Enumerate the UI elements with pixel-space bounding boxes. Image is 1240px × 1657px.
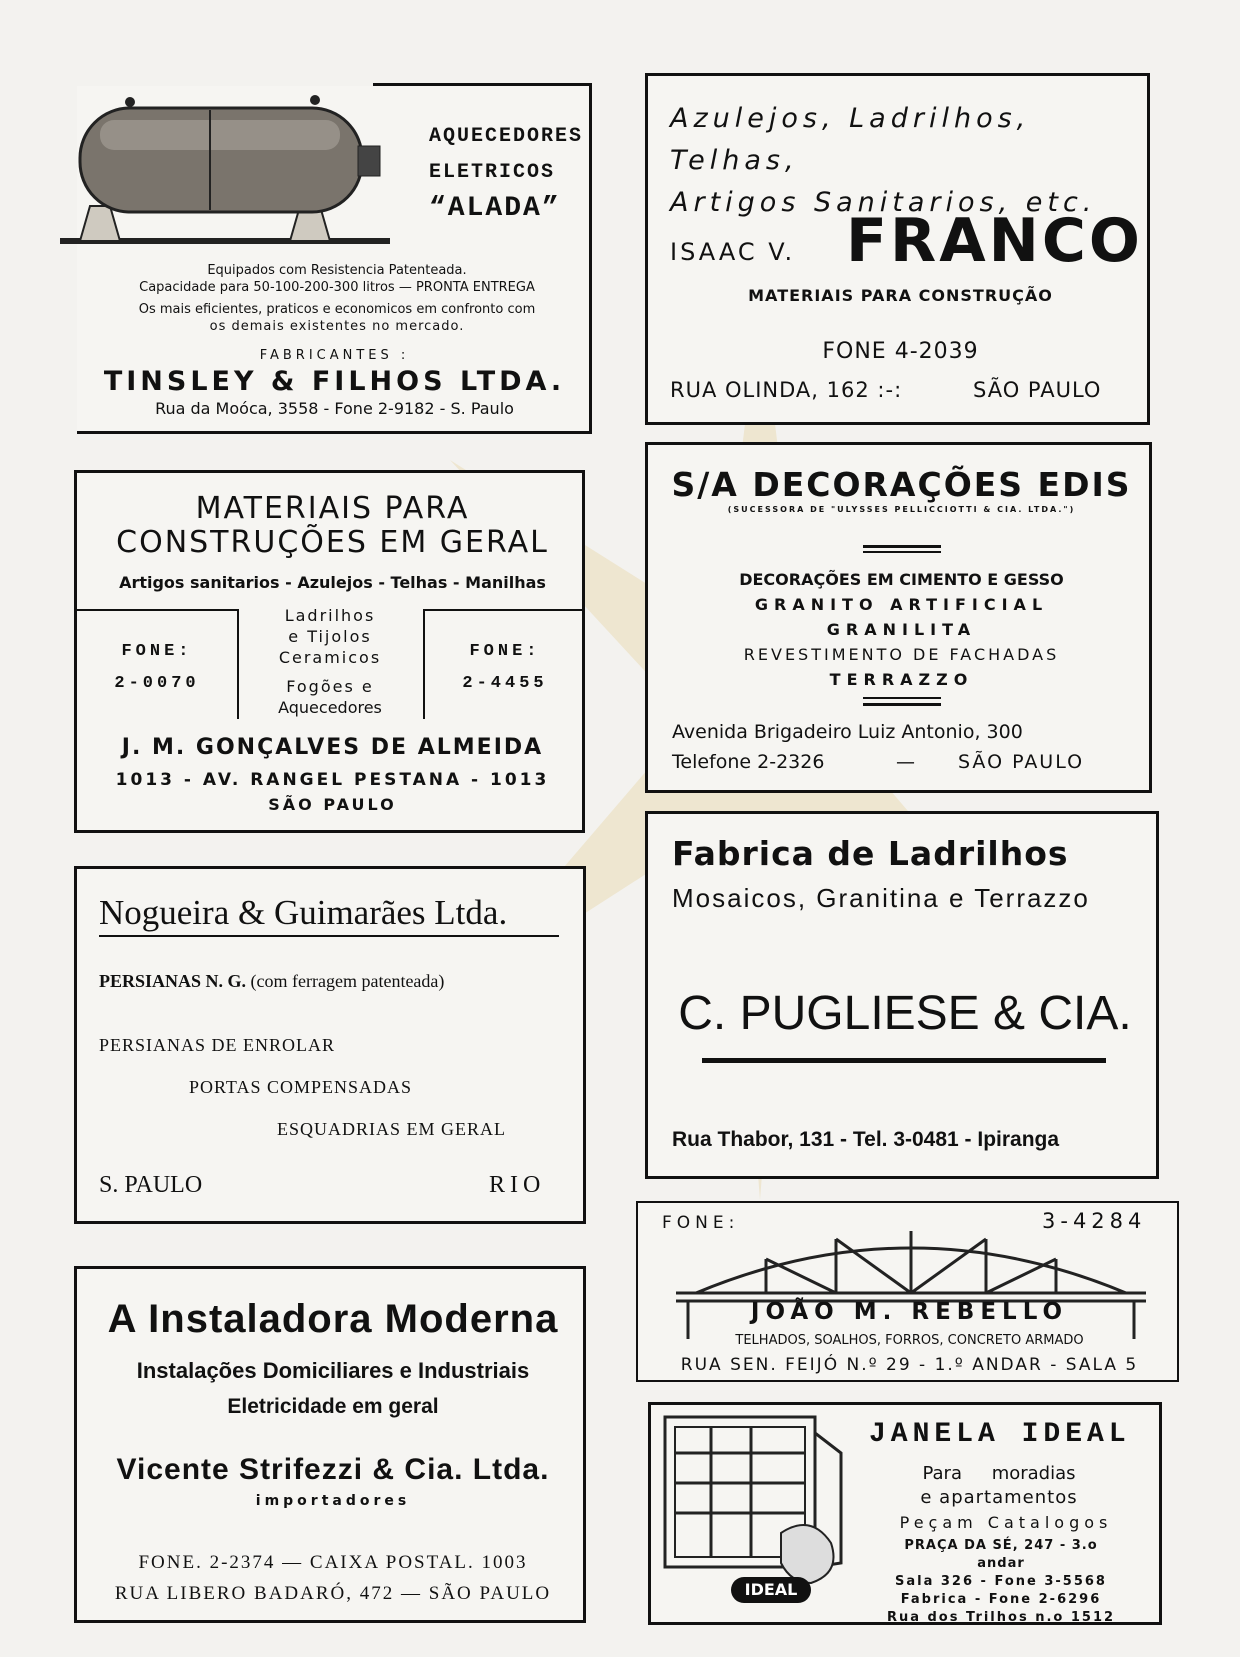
services-line-1: Instalações Domiciliares e Industriais	[136, 1358, 530, 1383]
manufacturers-label: FABRICANTES :	[259, 348, 410, 363]
phone-left: 2-0070	[114, 674, 200, 693]
description-line-4: os demais existentes no mercado.	[209, 319, 465, 334]
headline: Fabrica de Ladrilhos	[672, 834, 1069, 873]
service-3: GRANILITA	[826, 620, 977, 639]
phone-box: FONE. 2-2374 — CAIXA POSTAL. 1003	[138, 1552, 528, 1573]
description-line-1: Equipados com Resistencia Patenteada.	[207, 263, 467, 278]
description-line-3: Os mais eficientes, praticos e economicos em confronto com	[138, 302, 536, 317]
service-1: DECORAÇÕES EM CIMENTO E GESSO	[739, 570, 1064, 589]
headline: A Instaladora Moderna	[107, 1297, 559, 1341]
middle-line-4: Fogões e	[286, 677, 374, 696]
address-street: RUA OLINDA, 162 :-:	[670, 378, 903, 402]
address-line-4: Rua dos Trilhos n.o 1512	[886, 1610, 1116, 1625]
address: Rua da Moóca, 3558 - Fone 2-9182 - S. Paulo	[155, 399, 514, 418]
phone-left-label: FONE:	[121, 642, 193, 661]
subheadline: Mosaicos, Granitina e Terrazzo	[672, 883, 1090, 913]
headline-line-2: CONSTRUÇÕES EM GERAL	[116, 525, 549, 560]
address: 1013 - AV. RANGEL PESTANA - 1013	[115, 770, 550, 790]
ad-janela-ideal	[648, 1402, 1162, 1625]
ad-rebello	[636, 1201, 1179, 1382]
company-name: C. PUGLIESE & CIA.	[678, 987, 1132, 1040]
tagline: MATERIAIS PARA CONSTRUÇÃO	[748, 286, 1053, 305]
ad-edis	[645, 442, 1152, 793]
headline-line-1: MATERIAIS PARA	[195, 491, 470, 526]
address: RUA LIBERO BADARÓ, 472 — SÃO PAULO	[114, 1583, 552, 1604]
ad-tinsley	[77, 86, 592, 434]
company-name: Nogueira & Guimarães Ltda.	[99, 893, 559, 937]
middle-line-3: Ceramicos	[278, 648, 382, 667]
products-line-1: Azulejos, Ladrilhos, Telhas,	[670, 103, 1031, 176]
service-2: GRANITO ARTIFICIAL	[754, 595, 1049, 614]
ad-franco	[645, 73, 1150, 425]
tagline-line-2: e apartamentos	[920, 1487, 1078, 1508]
company-name: S/A DECORAÇÕES EDIS	[671, 465, 1132, 504]
company-name: TINSLEY & FILHOS LTDA.	[103, 366, 566, 397]
product-portas: PORTAS COMPENSADAS	[189, 1077, 413, 1097]
product-persianas-ng: PERSIANAS N. G.	[99, 971, 247, 991]
address-line-2: Sala 326 - Fone 3-5568	[895, 1574, 1107, 1589]
company-name: J. M. GONÇALVES DE ALMEIDA	[121, 735, 544, 760]
services-line-2: Eletricidade em geral	[227, 1395, 439, 1418]
address: Rua Thabor, 131 - Tel. 3-0481 - Ipiranga	[672, 1128, 1060, 1151]
tagline-line-1: Para moradias	[922, 1463, 1076, 1484]
phone-label: FONE:	[662, 1213, 740, 1233]
headline-line-2: ELETRICOS	[429, 161, 556, 184]
phone: Telefone 2-2326	[672, 751, 825, 773]
products-line-2: Artigos Sanitarios, etc.	[670, 187, 1097, 218]
name-prefix: ISAAC V.	[670, 238, 796, 266]
service-5: TERRAZZO	[829, 670, 974, 689]
city: SÃO PAULO	[958, 751, 1085, 773]
logo-ideal: IDEAL	[731, 1577, 811, 1603]
city-left: S. PAULO	[99, 1172, 203, 1198]
water-heater-illustration	[60, 76, 390, 256]
phone-right-label: FONE:	[469, 642, 541, 661]
products-line: Artigos sanitarios - Azulejos - Telhas - Manilhas	[119, 573, 546, 592]
middle-line-5: Aquecedores	[278, 698, 382, 717]
product-esquadrias: ESQUADRIAS EM GERAL	[277, 1119, 507, 1139]
subtitle: (SUCESSORA DE "ULYSSES PELLICCIOTTI & CIA. LTDA.")	[727, 505, 1076, 514]
address-city: SÃO PAULO	[973, 378, 1102, 402]
headline-line-3: “ALADA”	[429, 193, 561, 224]
ad-pugliese	[645, 811, 1159, 1179]
ad-almeida	[74, 470, 585, 833]
address: Avenida Brigadeiro Luiz Antonio, 300	[672, 721, 1023, 743]
middle-line-2: e Tijolos	[288, 627, 372, 646]
description-line-2: Capacidade para 50-100-200-300 litros — PRONTA ENTREGA	[139, 280, 535, 295]
company-name: FRANCO	[846, 206, 1143, 276]
headline: JANELA IDEAL	[869, 1419, 1131, 1450]
address: RUA SEN. FEIJÓ N.º 29 - 1.º ANDAR - SALA 5	[680, 1355, 1139, 1375]
separator-dash: —	[896, 751, 915, 773]
city: SÃO PAULO	[268, 795, 397, 814]
middle-line-1: Ladrilhos	[284, 606, 376, 625]
phone: 3-4284	[1042, 1209, 1147, 1233]
address-line-3: Fabrica - Fone 2-6296	[900, 1592, 1102, 1607]
services: TELHADOS, SOALHOS, FORROS, CONCRETO ARMADO	[735, 1333, 1084, 1348]
company-role: importadores	[255, 1493, 411, 1509]
catalog-line: Peçam Catalogos	[899, 1513, 1113, 1532]
headline-line-1: AQUECEDORES	[429, 125, 584, 148]
address-line-1: PRAÇA DA SÉ, 247 - 3.o andar	[904, 1538, 1098, 1571]
ad-moderna	[74, 1266, 586, 1623]
city-right: RIO	[489, 1172, 546, 1198]
ad-nogueira	[74, 866, 586, 1224]
product-persianas-enrolar: PERSIANAS DE ENROLAR	[99, 1035, 336, 1055]
company-name: JOÃO M. REBELLO	[750, 1299, 1069, 1325]
phone-right: 2-4455	[462, 674, 548, 693]
product-persianas-ng-note: (com ferragem patenteada)	[250, 971, 445, 991]
company-name: Vicente Strifezzi & Cia. Ltda.	[116, 1453, 550, 1486]
service-4: REVESTIMENTO DE FACHADAS	[743, 645, 1060, 664]
phone: FONE 4-2039	[822, 339, 979, 364]
